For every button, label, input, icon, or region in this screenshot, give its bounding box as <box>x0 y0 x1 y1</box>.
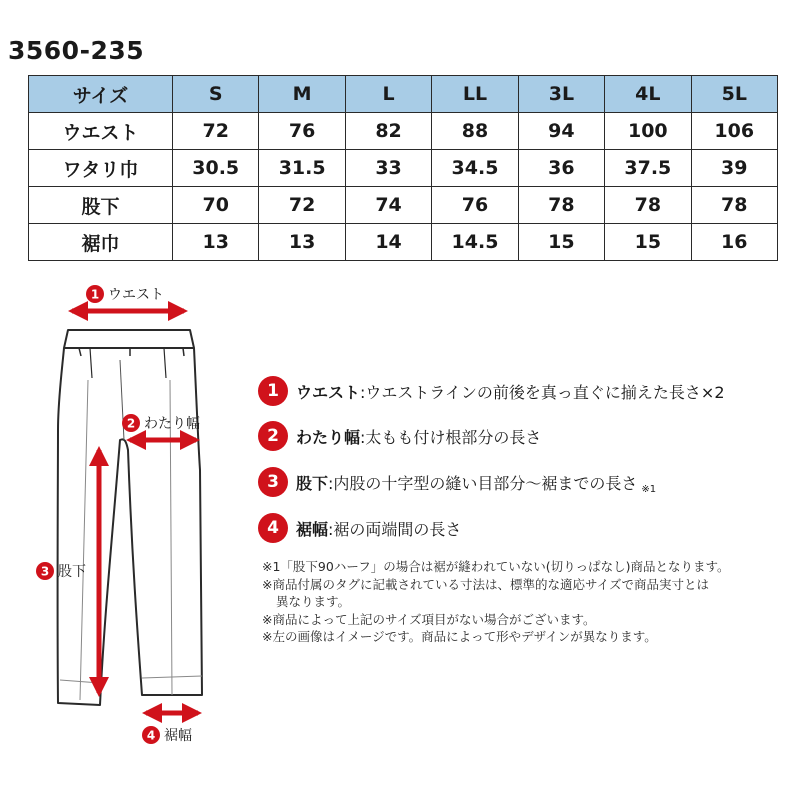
size-header-cell: M <box>259 76 345 113</box>
table-row-waist <box>29 113 778 150</box>
product-code: 3560-235 <box>8 36 145 65</box>
diagram-label-thigh <box>122 414 200 432</box>
legend-number: 2 <box>258 421 288 451</box>
table-cell: 74 <box>345 187 431 224</box>
table-cell: 72 <box>173 113 259 150</box>
label-number: 1 <box>90 287 100 302</box>
legend-desc: :裾の両端間の長さ <box>328 519 462 539</box>
table-cell: 78 <box>691 187 777 224</box>
diagram-label-inseam <box>36 562 86 580</box>
row-label: ウエスト <box>29 113 173 150</box>
pants-diagram <box>0 280 250 760</box>
table-cell: 14.5 <box>432 224 518 261</box>
label-text: ウエスト <box>108 287 164 303</box>
label-number: 4 <box>146 728 156 743</box>
row-label: ワタリ巾 <box>29 150 173 187</box>
table-cell: 78 <box>518 187 604 224</box>
legend-term: わたり幅 <box>296 427 361 447</box>
size-header-cell: LL <box>432 76 518 113</box>
size-table <box>28 75 778 261</box>
table-cell: 39 <box>691 150 777 187</box>
table-cell: 33 <box>345 150 431 187</box>
table-cell: 82 <box>345 113 431 150</box>
label-text: わたり幅 <box>144 416 200 432</box>
diagram-label-waist <box>86 285 164 303</box>
legend-item-waist <box>258 376 725 406</box>
legend-desc: :ウエストラインの前後を真っ直ぐに揃えた長さ×2 <box>360 382 725 402</box>
note-line: ※商品付属のタグに記載されている寸法は、標準的な適応サイズで商品実寸とは <box>262 576 709 592</box>
table-cell: 72 <box>259 187 345 224</box>
table-cell: 78 <box>605 187 691 224</box>
table-cell: 15 <box>605 224 691 261</box>
row-label: 股下 <box>29 187 173 224</box>
table-cell: 34.5 <box>432 150 518 187</box>
table-cell: 36 <box>518 150 604 187</box>
legend-term: 裾幅 <box>296 519 329 539</box>
row-label: 裾巾 <box>29 224 173 261</box>
label-text: 裾幅 <box>164 728 192 744</box>
table-row-thigh <box>29 150 778 187</box>
legend-note: ※1 <box>641 483 657 495</box>
table-cell: 30.5 <box>173 150 259 187</box>
pants-outline <box>58 330 202 705</box>
legend-number: 4 <box>258 513 288 543</box>
legend-term: 股下 <box>296 473 329 493</box>
table-row-inseam <box>29 187 778 224</box>
table-cell: 31.5 <box>259 150 345 187</box>
legend-desc: :太もも付け根部分の長さ <box>360 427 542 447</box>
table-cell: 37.5 <box>605 150 691 187</box>
size-header-row <box>29 76 778 113</box>
table-row-hem <box>29 224 778 261</box>
legend-term: ウエスト <box>296 382 361 402</box>
size-header-cell: 3L <box>518 76 604 113</box>
note-line: ※商品によって上記のサイズ項目がない場合がございます。 <box>262 611 596 627</box>
size-header-cell: 4L <box>605 76 691 113</box>
legend-desc: :内股の十字型の縫い目部分～裾までの長さ <box>328 473 638 493</box>
legend-item-hem <box>258 513 461 543</box>
table-cell: 106 <box>691 113 777 150</box>
label-text: 股下 <box>58 564 86 580</box>
note-line: ※左の画像はイメージです。商品によって形やデザインが異なります。 <box>262 629 657 644</box>
table-cell: 94 <box>518 113 604 150</box>
notes <box>262 558 792 646</box>
table-cell: 76 <box>259 113 345 150</box>
table-cell: 15 <box>518 224 604 261</box>
table-cell: 14 <box>345 224 431 261</box>
table-cell: 76 <box>432 187 518 224</box>
legend-number: 1 <box>258 376 288 406</box>
label-number: 3 <box>40 564 50 579</box>
note-line: ※1「股下90ハーフ」の場合は裾が縫われていない(切りっぱなし)商品となります。 <box>262 559 730 574</box>
table-cell: 13 <box>173 224 259 261</box>
table-cell: 16 <box>691 224 777 261</box>
table-cell: 13 <box>259 224 345 261</box>
legend-text <box>296 380 725 403</box>
size-header-cell: 5L <box>691 76 777 113</box>
diagram-label-hem <box>142 726 192 744</box>
legend-text <box>296 517 461 540</box>
size-header-cell: S <box>173 76 259 113</box>
table-cell: 100 <box>605 113 691 150</box>
legend-text <box>296 425 541 448</box>
legend-number: 3 <box>258 467 288 497</box>
label-number: 2 <box>126 416 136 431</box>
note-line: 異なります。 <box>276 594 351 609</box>
legend-item-inseam <box>258 467 656 497</box>
size-header-cell: L <box>345 76 431 113</box>
size-header-label: サイズ <box>29 76 173 113</box>
table-cell: 88 <box>432 113 518 150</box>
table-cell: 70 <box>173 187 259 224</box>
legend-item-thigh <box>258 421 541 451</box>
legend-text <box>296 471 656 494</box>
